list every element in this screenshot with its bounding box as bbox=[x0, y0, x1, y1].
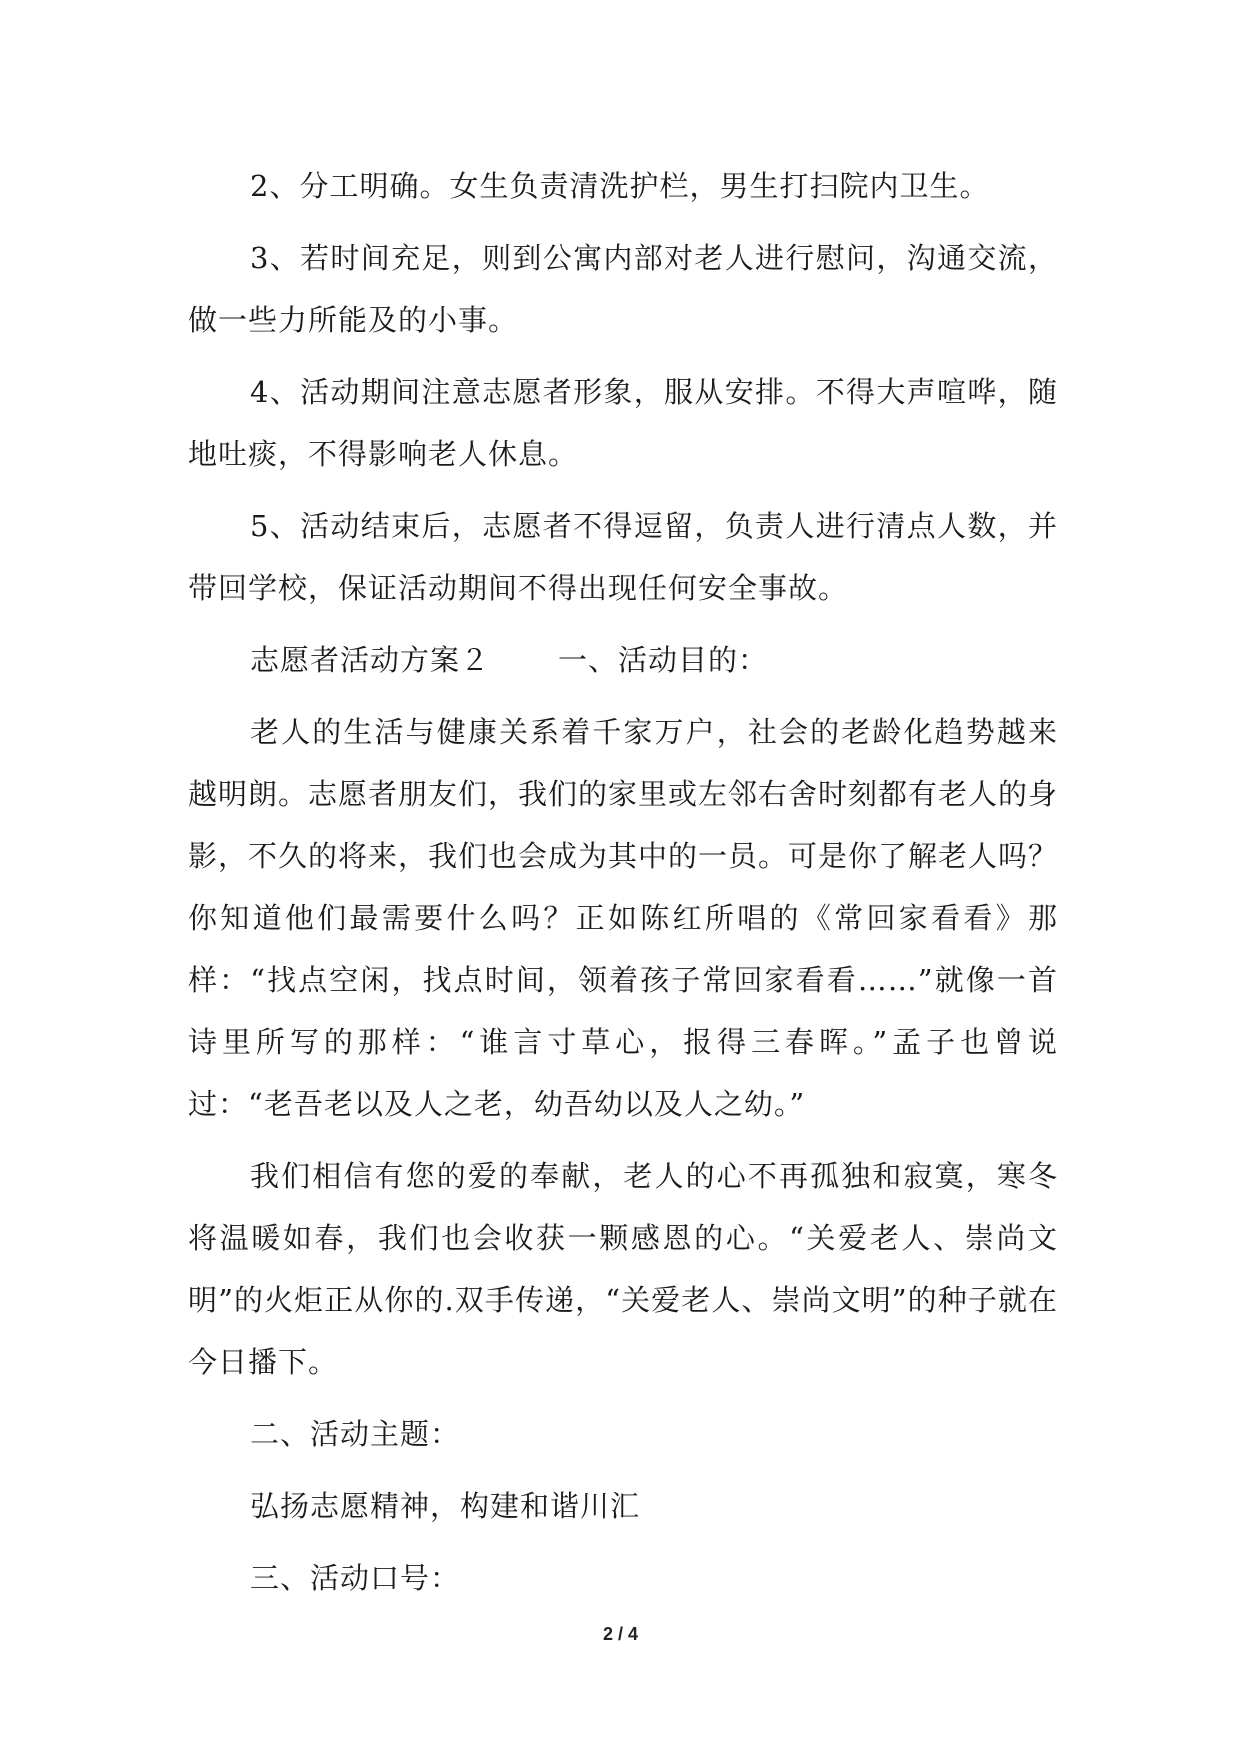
section-heading bbox=[188, 629, 1058, 691]
heading-theme: 二、活动主题： bbox=[250, 1417, 461, 1451]
paragraph-item-5: 5、活动结束后，志愿者不得逗留，负责人进行清点人数，并带回学校，保证活动期间不得出现任何安全事故。 bbox=[188, 509, 1058, 605]
page-number: 2 / 4 bbox=[602, 1624, 639, 1644]
paragraph-item-4: 4、活动期间注意志愿者形象，服从安排。不得大声喧哗，随地吐痰，不得影响老人休息。 bbox=[188, 375, 1058, 471]
section-subtitle: 一、活动目的： bbox=[558, 643, 769, 677]
paragraph-item-3: 3、若时间充足，则到公寓内部对老人进行慰问，沟通交流，做一些力所能及的小事。 bbox=[188, 241, 1058, 337]
section-title: 志愿者活动方案２ bbox=[250, 643, 491, 677]
document-body bbox=[188, 155, 1058, 1609]
paragraph-item-2: 2、分工明确。女生负责清洗护栏，男生打扫院内卫生。 bbox=[250, 169, 990, 203]
paragraph-dedication: 我们相信有您的爱的奉献，老人的心不再孤独和寂寞，寒冬将温暖如春，我们也会收获一颗感恩的心。“关爱老人、崇尚文明”的火炬正从你的.双手传递，“关爱老人、崇尚文明”的种子就在今日播下。 bbox=[188, 1159, 1058, 1379]
heading-slogan: 三、活动口号： bbox=[250, 1561, 461, 1595]
theme-text: 弘扬志愿精神，构建和谐川汇 bbox=[250, 1489, 641, 1523]
paragraph-purpose: 老人的生活与健康关系着千家万户，社会的老龄化趋势越来越明朗。志愿者朋友们，我们的家里或左邻右舍时刻都有老人的身影，不久的将来，我们也会成为其中的一员。可是你了解老人吗？你知道他们最需要什么吗？正如陈红所唱的《常回家看看》那样：“找点空闲，找点时间，领着孩子常回家看看……”就像一首诗里所写的那样：“谁言寸草心，报得三春晖。”孟子也曾说过：“老吾老以及人之老，幼吾幼以及人之幼。” bbox=[188, 715, 1059, 1121]
